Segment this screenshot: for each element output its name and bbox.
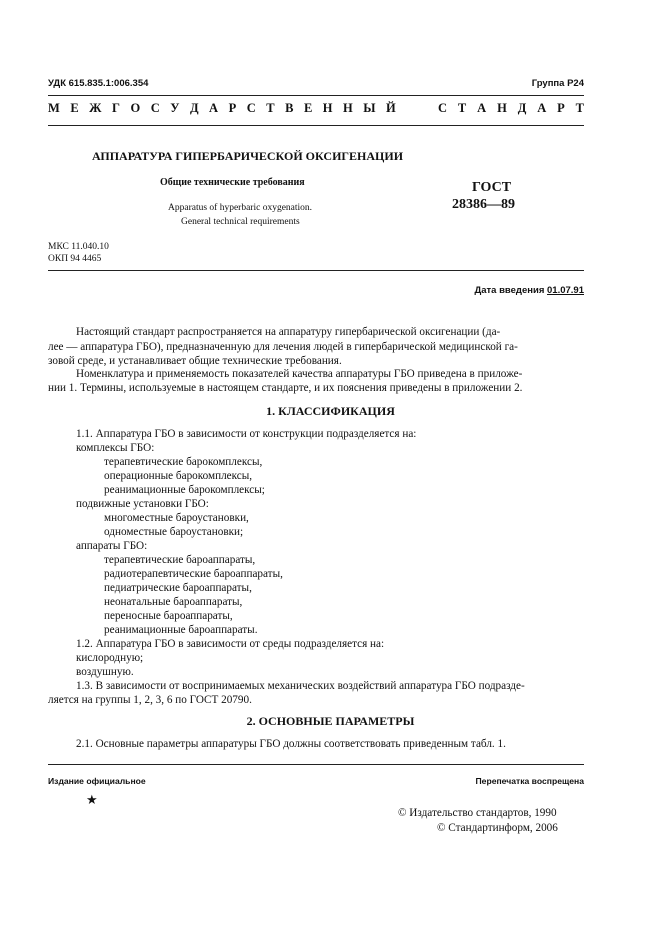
section-1-line: педиатрические бароаппараты,: [104, 582, 252, 594]
banner-letter: О: [130, 101, 141, 115]
section-1-line: кислородную;: [76, 652, 144, 664]
banner-letter: С: [438, 101, 448, 115]
section-1-line: 1.1. Аппаратура ГБО в зависимости от конструкции подразделяется на:: [76, 428, 417, 440]
banner-letter: С: [246, 101, 256, 115]
banner-letter: А: [209, 101, 219, 115]
section-1-line: 1.3. В зависимости от воспринимаемых механических воздействий аппаратура ГБО подразде-: [76, 680, 525, 692]
intro-line: Номенклатура и применяемость показателей качества аппаратуры ГБО приведена в приложе-: [76, 368, 523, 380]
standard-banner: [48, 101, 584, 123]
banner-letter: Т: [266, 101, 275, 115]
official-edition: Издание официальное: [48, 776, 146, 786]
footer-rule: [48, 764, 584, 765]
section-1-line: терапевтические бароаппараты,: [104, 554, 256, 566]
codes-rule: [48, 270, 584, 271]
section-1-line: аппараты ГБО:: [76, 540, 148, 552]
section-1-line: многоместные бароустановки,: [104, 512, 249, 524]
section-1-line: операционные барокомплексы,: [104, 470, 253, 482]
intro-date: [474, 285, 584, 296]
reprint-prohibited: Перепечатка воспрещена: [475, 776, 584, 786]
banner-letter: Г: [112, 101, 120, 115]
section-1-line: радиотерапевтические бароаппараты,: [104, 568, 283, 580]
banner-right: [438, 101, 584, 116]
section-2-heading: 2. ОСНОВНЫЕ ПАРАМЕТРЫ: [246, 714, 415, 728]
section-1-line: терапевтические барокомплексы,: [104, 456, 263, 468]
section-1-line: реанимационные барокомплексы;: [104, 484, 265, 496]
document-title: АППАРАТУРА ГИПЕРБАРИЧЕСКОЙ ОКСИГЕНАЦИИ: [92, 149, 404, 163]
section-1-line: 1.2. Аппаратура ГБО в зависимости от среды подразделяется на:: [76, 638, 385, 650]
intro-line: Настоящий стандарт распространяется на аппаратуру гипербарической оксигенации (да-: [76, 326, 501, 338]
section-1-line: комплексы ГБО:: [76, 442, 155, 454]
banner-letter: Р: [557, 101, 565, 115]
okp-code: ОКП 94 4465: [48, 254, 102, 264]
banner-letter: А: [537, 101, 547, 115]
intro-line: лее — аппаратура ГБО), предназначенную для лечения людей в гипербарической медицинской га-: [48, 341, 518, 353]
banner-letter: Й: [386, 101, 396, 115]
section-1-line: одноместные бароустановки;: [104, 526, 244, 538]
banner-letter: Д: [517, 101, 527, 115]
section-1-line: ляется на группы 1, 2, 3, 6 по ГОСТ 20790.: [48, 694, 252, 706]
banner-letter: Т: [457, 101, 467, 115]
gost-label: ГОСТ: [472, 180, 512, 195]
banner-letter: У: [170, 101, 180, 115]
udk-code: УДК 615.835.1:006.354: [48, 78, 149, 89]
intro-line: зовой среде, и устанавливает общие технические требования.: [48, 355, 342, 367]
banner-letter: Е: [70, 101, 79, 115]
banner-letter: Н: [343, 101, 353, 115]
banner-letter: Ы: [363, 101, 376, 115]
mks-code: МКС 11.040.10: [48, 242, 109, 252]
section-1-line: переносные бароаппараты,: [104, 610, 233, 622]
banner-letter: Н: [497, 101, 507, 115]
banner-letter: Ж: [89, 101, 102, 115]
header-rule-bottom: [48, 125, 584, 126]
section-1-line: воздушную.: [76, 666, 134, 678]
group-code: Группа Р24: [531, 78, 584, 89]
star-icon: ★: [86, 792, 98, 807]
english-title-2: General technical requirements: [181, 217, 300, 227]
section-1-heading: 1. КЛАССИФИКАЦИЯ: [266, 404, 395, 418]
section-1-line: неонатальные бароаппараты,: [104, 596, 243, 608]
banner-letter: М: [48, 101, 60, 115]
section-1-line: подвижные установки ГБО:: [76, 498, 209, 510]
copyright-line-1: © Издательство стандартов, 1990: [398, 807, 557, 819]
section-1-line: реанимационные бароаппараты.: [104, 624, 258, 636]
header-rule-top: [48, 95, 584, 96]
english-title-1: Apparatus of hyperbaric oxygenation.: [168, 203, 313, 213]
intro-date-label: Дата введения: [474, 285, 545, 296]
banner-left: [48, 101, 396, 116]
banner-letter: Д: [189, 101, 199, 115]
banner-letter: Н: [322, 101, 333, 115]
banner-letter: Т: [575, 101, 584, 115]
banner-letter: В: [285, 101, 294, 115]
banner-letter: А: [477, 101, 487, 115]
gost-number: 28386—89: [452, 197, 515, 212]
banner-letter: С: [150, 101, 160, 115]
section-2-line: 2.1. Основные параметры аппаратуры ГБО должны соответствовать приведенным табл. 1.: [76, 738, 506, 750]
banner-letter: Р: [228, 101, 237, 115]
copyright-line-2: © Стандартинформ, 2006: [437, 822, 558, 834]
intro-date-value: 01.07.91: [547, 285, 584, 296]
document-subtitle: Общие технические требования: [160, 177, 305, 188]
banner-letter: Е: [303, 101, 313, 115]
intro-line: нии 1. Термины, используемые в настоящем стандарте, и их пояснения приведены в приложении 2.: [48, 382, 523, 394]
